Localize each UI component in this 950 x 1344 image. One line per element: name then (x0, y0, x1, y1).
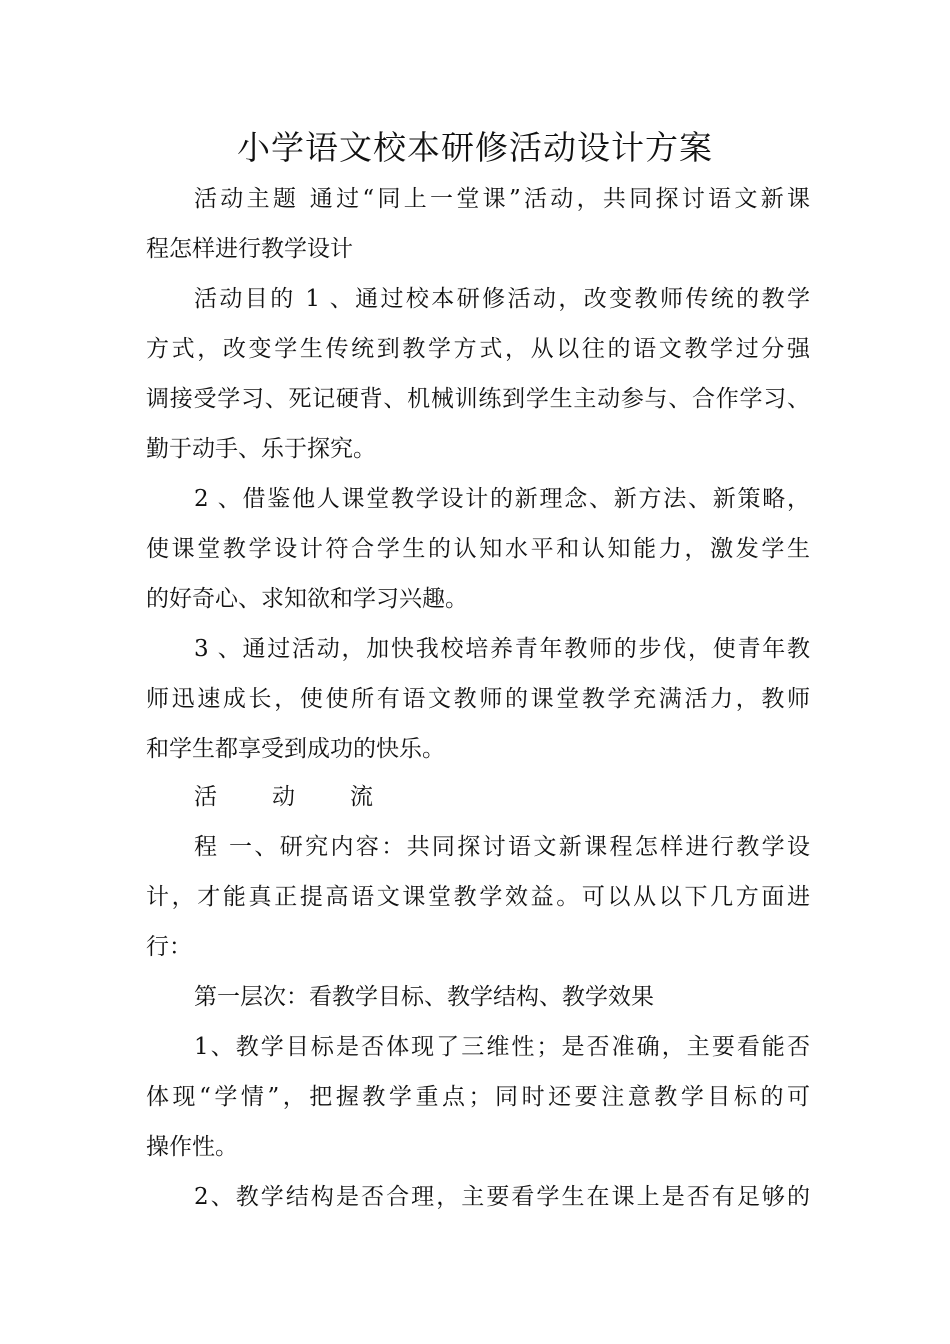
paragraph-line: 程 一、研究内容：共同探讨语文新课程怎样进行教学设 (194, 834, 810, 860)
paragraph-line: 活动主题 通过“同上一堂课”活动，共同探讨语文新课 (194, 186, 810, 212)
spread-char: 活 (194, 784, 217, 810)
paragraph-line: 1、教学目标是否体现了三维性；是否准确，主要看能否 (194, 1034, 810, 1060)
paragraph-line: 使课堂教学设计符合学生的认知水平和认知能力，激发学生 (146, 536, 810, 562)
paragraph-line: 方式，改变学生传统到教学方式，从以往的语文教学过分强 (146, 336, 810, 362)
section-heading-spread (194, 780, 428, 814)
paragraph-line: 2、教学结构是否合理，主要看学生在课上是否有足够的 (194, 1184, 810, 1210)
paragraph-line: 程怎样进行教学设计 (146, 236, 353, 262)
paragraph-line: 2 、借鉴他人课堂教学设计的新理念、新方法、新策略， (194, 486, 810, 512)
document-title: 小学语文校本研修活动设计方案 (237, 128, 713, 167)
paragraph-line: 3 、通过活动，加快我校培养青年教师的步伐，使青年教 (194, 636, 810, 662)
paragraph-line: 计，才能真正提高语文课堂教学效益。可以从以下几方面进 (146, 884, 810, 910)
paragraph-line: 体现“学情”，把握教学重点；同时还要注意教学目标的可 (146, 1084, 810, 1110)
paragraph-line: 师迅速成长，使使所有语文教师的课堂教学充满活力，教师 (146, 686, 810, 712)
paragraph-line: 操作性。 (146, 1134, 238, 1160)
paragraph-line: 和学生都享受到成功的快乐。 (146, 736, 445, 762)
spread-char: 流 (350, 784, 373, 810)
paragraph-line: 行： (146, 934, 192, 960)
paragraph-line: 的好奇心、求知欲和学习兴趣。 (146, 586, 468, 612)
paragraph-line: 第一层次：看教学目标、教学结构、教学效果 (194, 984, 654, 1010)
paragraph-line: 调接受学习、死记硬背、机械训练到学生主动参与、合作学习、 (146, 386, 810, 412)
spread-char: 动 (272, 784, 295, 810)
paragraph-line: 活动目的 1 、通过校本研修活动，改变教师传统的教学 (194, 286, 810, 312)
paragraph-line: 勤于动手、乐于探究。 (146, 436, 376, 462)
